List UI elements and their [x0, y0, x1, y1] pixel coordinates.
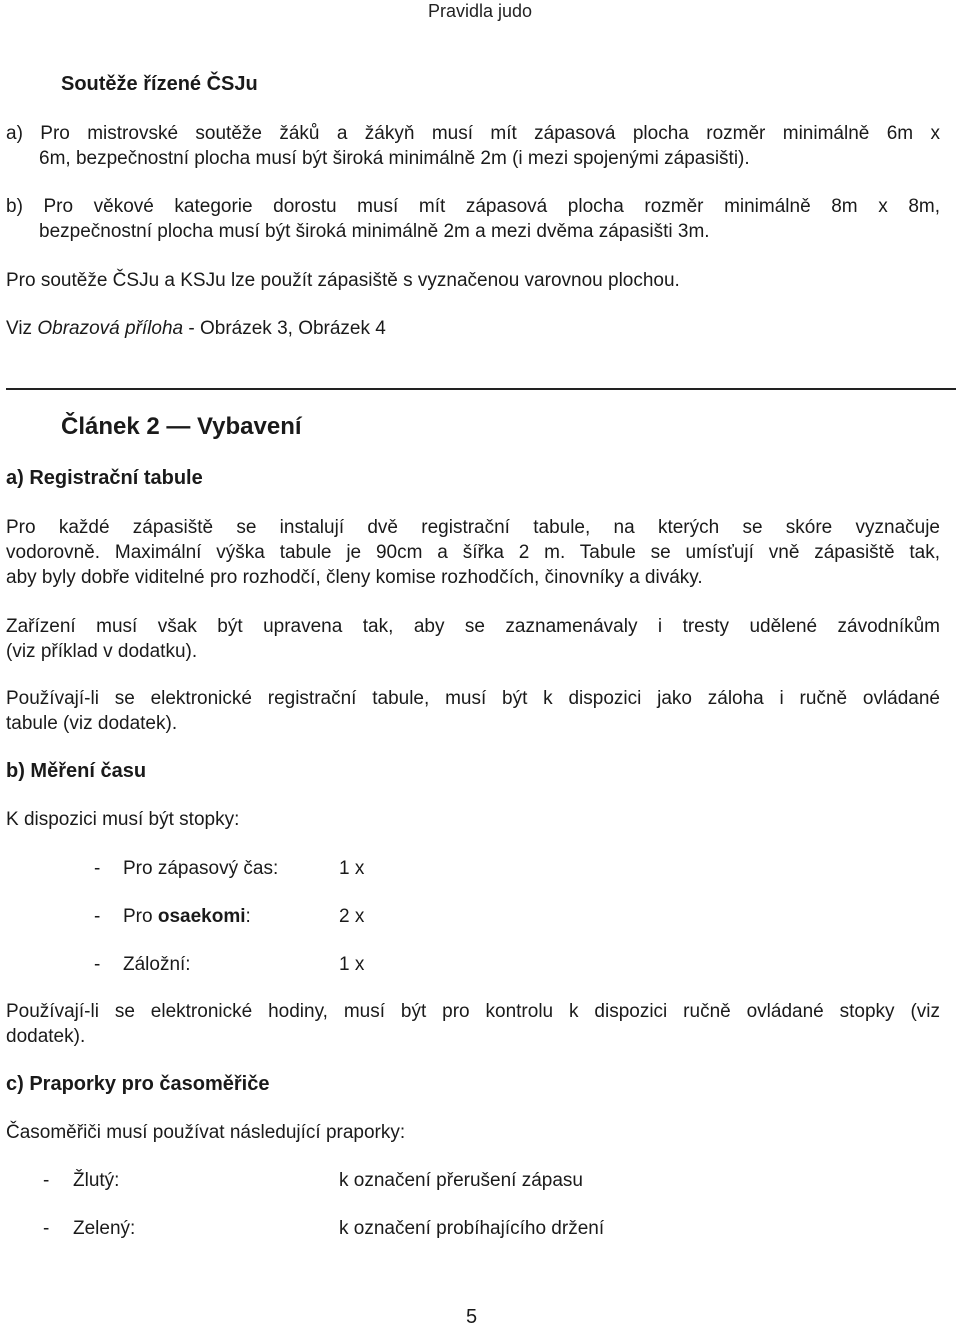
page-header: Pravidla judo [427, 1, 533, 21]
list-item-dash: - [94, 906, 101, 927]
list-item-value: 1 x [339, 858, 365, 879]
list-item-label: Pro zápasový čas: [123, 858, 279, 879]
article-title: Článek 2 — Vybavení [61, 413, 302, 440]
section-heading: Soutěže řízené ČSJu [61, 73, 258, 95]
paragraph-line: tabule (viz dodatek). [6, 713, 178, 734]
scoreboard-paragraph-2 [6, 614, 940, 664]
scoreboard-paragraph-3 [6, 686, 940, 736]
reference-prefix: Viz [6, 318, 38, 339]
paragraph-a [6, 121, 940, 171]
paragraph-line: Používají-li se elektronické registrační tabule, musí být k dispozici jako záloha i ručně ovládané [6, 688, 940, 709]
list-item-dash: - [94, 954, 101, 975]
list-item-label [123, 904, 251, 929]
label-term: osaekomi [157, 906, 246, 927]
stopwatch-intro: K dispozici musí být stopky: [6, 809, 240, 830]
paragraph-line: a) Pro mistrovské soutěže žáků a žákyň musí mít zápasová plocha rozměr minimálně 6m x [6, 123, 940, 144]
page-number: 5 [466, 1306, 478, 1328]
paragraph-line: Pro každé zápasiště se instalují dvě registrační tabule, na kterých se skóre vyznačuje [6, 517, 940, 538]
reference-link-text: Obrazová příloha [37, 318, 184, 339]
list-item-dash: - [43, 1218, 50, 1239]
paragraph-line: (viz příklad v dodatku). [6, 641, 198, 662]
list-item-value: k označení probíhajícího držení [339, 1218, 605, 1239]
subsection-heading-b: b) Měření času [6, 760, 147, 782]
subsection-heading-c: c) Praporky pro časoměřiče [6, 1073, 270, 1095]
list-item-label: Záložní: [123, 954, 191, 975]
horizontal-divider [6, 388, 956, 390]
paragraph-line: vodorovně. Maximální výška tabule je 90cm a šířka 2 m. Tabule se umísťují vně zápasiště tak, [6, 542, 940, 563]
list-item-value: 1 x [339, 954, 365, 975]
list-item-dash: - [94, 858, 101, 879]
scoreboard-paragraph-1 [6, 515, 940, 590]
label-suffix: : [245, 906, 251, 927]
paragraph-line: dodatek). [6, 1026, 86, 1047]
list-item-dash: - [43, 1170, 50, 1191]
list-item-label: Žlutý: [73, 1170, 120, 1191]
list-item-value: k označení přerušení zápasu [339, 1170, 583, 1191]
flags-intro: Časoměřiči musí používat následující praporky: [6, 1122, 406, 1143]
label-prefix: Pro [123, 906, 158, 927]
list-item-label: Zelený: [73, 1218, 136, 1239]
reference-suffix: - Obrázek 3, Obrázek 4 [183, 318, 386, 339]
subsection-heading-a: a) Registrační tabule [6, 467, 203, 489]
paragraph-line: 6m, bezpečnostní plocha musí být široká minimálně 2m (i mezi spojenými zápasišti). [39, 148, 750, 169]
reference-line [6, 316, 386, 341]
paragraph-b [6, 194, 940, 244]
paragraph-c: Pro soutěže ČSJu a KSJu lze použít zápasiště s vyznačenou varovnou plochou. [6, 270, 680, 291]
paragraph-line: b) Pro věkové kategorie dorostu musí mít zápasová plocha rozměr minimálně 8m x 8m, [6, 196, 940, 217]
electronic-clock-paragraph [6, 999, 940, 1049]
paragraph-line: Používají-li se elektronické hodiny, musí být pro kontrolu k dispozici ručně ovládané stopky (viz [6, 1001, 940, 1022]
list-item-value: 2 x [339, 906, 365, 927]
paragraph-line: aby byly dobře viditelné pro rozhodčí, členy komise rozhodčích, činovníky a diváky. [6, 567, 703, 588]
paragraph-line: Zařízení musí však být upravena tak, aby se zaznamenávaly i tresty udělené závodníkům [6, 616, 940, 637]
paragraph-line: bezpečnostní plocha musí být široká minimálně 2m a mezi dvěma zápasišti 3m. [39, 221, 710, 242]
